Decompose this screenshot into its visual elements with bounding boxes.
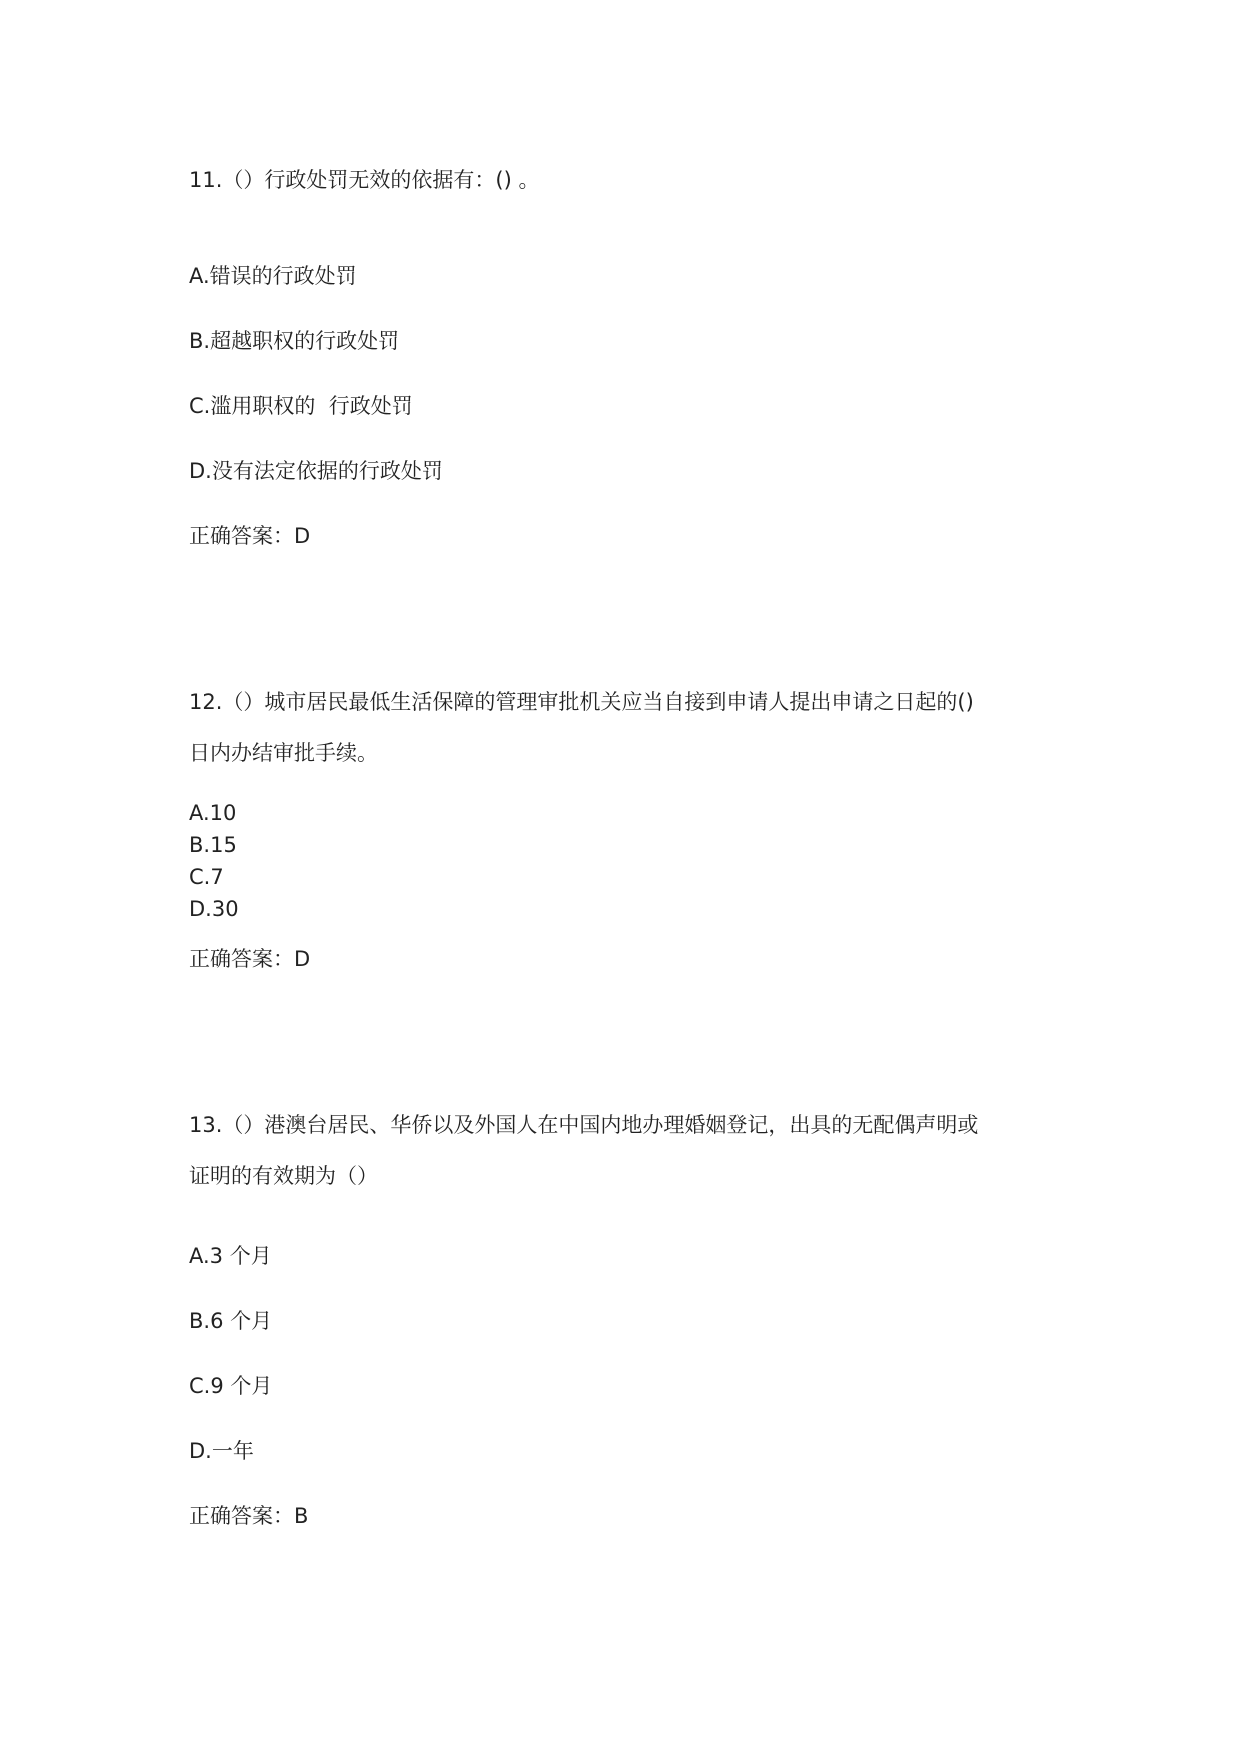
question-12-option-d: D.30 <box>189 897 239 921</box>
question-12-option-c: C.7 <box>189 865 224 889</box>
question-11-option-a: A.错误的行政处罚 <box>189 264 357 288</box>
question-13-stem-line-1: 13.（）港澳台居民、华侨以及外国人在中国内地办理婚姻登记，出具的无配偶声明或 <box>189 1113 979 1137</box>
question-13-option-b: B.6 个月 <box>189 1309 273 1333</box>
question-11-answer: 正确答案：D <box>189 524 311 548</box>
question-11-option-d: D.没有法定依据的行政处罚 <box>189 459 443 483</box>
question-12-stem-line-2: 日内办结审批手续。 <box>189 741 378 765</box>
question-13-option-a: A.3 个月 <box>189 1244 272 1268</box>
question-13-stem-line-2: 证明的有效期为（） <box>189 1164 378 1188</box>
question-12-option-b: B.15 <box>189 833 237 857</box>
question-12-answer: 正确答案：D <box>189 947 311 971</box>
question-13-answer: 正确答案：B <box>189 1504 309 1528</box>
question-11-option-b: B.超越职权的行政处罚 <box>189 329 400 353</box>
question-12-stem-line-1: 12.（）城市居民最低生活保障的管理审批机关应当自接到申请人提出申请之日起的() <box>189 690 974 714</box>
question-13-option-c: C.9 个月 <box>189 1374 273 1398</box>
question-13-option-d: D.一年 <box>189 1439 254 1463</box>
question-11-option-c: C.滥用职权的 行政处罚 <box>189 394 413 418</box>
question-11-stem: 11.（）行政处罚无效的依据有：() 。 <box>189 168 540 192</box>
question-12-option-a: A.10 <box>189 801 237 825</box>
